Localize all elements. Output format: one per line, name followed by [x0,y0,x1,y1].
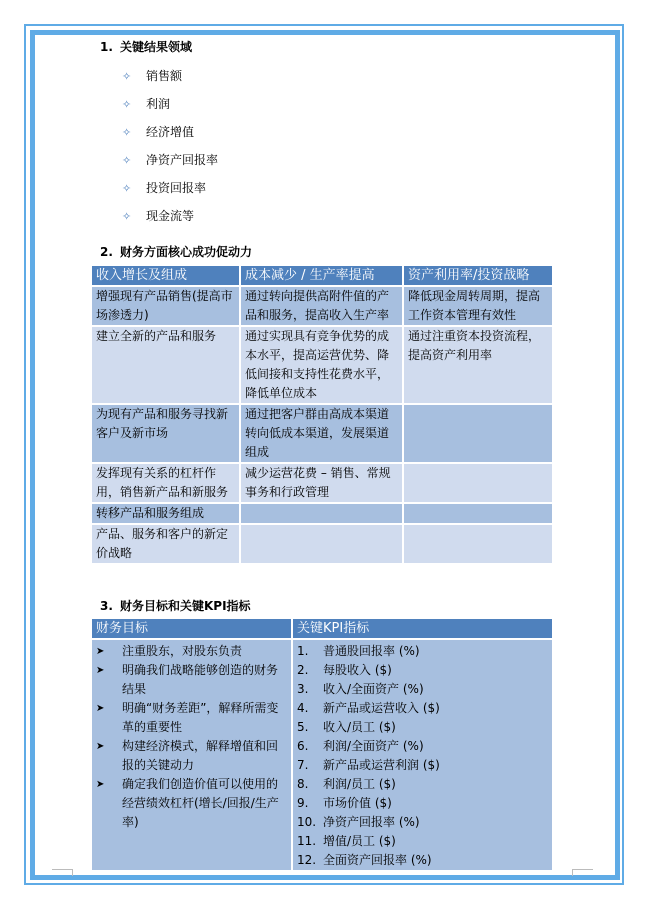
kpi-number: 9. [297,796,309,810]
diamond-bullet-icon: ✧ [122,126,132,139]
list-item-label: 现金流等 [146,209,195,223]
table-cell: 通过转向提供高附件值的产品和服务，提高收入生产率 [241,287,402,325]
goal-item [96,661,287,699]
goal-item [96,775,287,832]
header-cell: 关键KPI指标 [293,619,552,638]
kpi-text: 新产品或运营收入 ($) [323,701,440,715]
arrow-bullet-icon: ➤ [96,741,105,752]
table-cell: 发挥现有关系的杠杆作用，销售新产品和新服务 [92,464,239,502]
kpi-number: 8. [297,777,309,791]
kpi-text: 收入/员工 ($) [323,720,396,734]
table-cell: 产品、服务和客户的新定价战略 [92,525,239,563]
table-row [92,327,552,403]
table-row [92,287,552,325]
list-item-label: 经济增值 [146,125,195,139]
kpi-item [297,680,548,699]
table-row [92,640,552,870]
table-cell [404,504,552,523]
list-item-label: 投资回报率 [146,181,207,195]
goal-text: 构建经济模式，解释增值和回报的关键动力 [122,739,279,772]
table-header [92,619,552,638]
kpi-table [90,617,554,872]
section1-heading: 1. 关键结果领域 [100,40,193,54]
goal-item [96,699,287,737]
list-item [122,151,218,168]
table-cell: 为现有产品和服务寻找新客户及新市场 [92,405,239,462]
goal-text: 注重股东，对股东负责 [122,644,243,658]
kpi-item [297,794,548,813]
list-item [122,67,182,84]
kpi-item [297,813,548,832]
kpi-item [297,832,548,851]
kpi-item [297,661,548,680]
kpi-text: 利润/员工 ($) [323,777,396,791]
section2-heading: 2. 财务方面核心成功促动力 [100,245,253,259]
kpi-number: 1. [297,644,309,658]
table-cell [241,525,402,563]
table-cell: 通过实现具有竞争优势的成本水平，提高运营优势、降低间接和支持性花费水平，降低单位成本 [241,327,402,403]
list-item-label: 净资产回报率 [146,153,219,167]
kpi-number: 3. [297,682,309,696]
kpi-number: 12. [297,853,317,867]
kpi-text: 每股收入 ($) [323,663,392,677]
kpi-item [297,642,548,661]
list-item-label: 销售额 [146,69,183,83]
kpi-number: 11. [297,834,317,848]
kpi-number: 5. [297,720,309,734]
table-cell: 减少运营花费 – 销售、常规事务和行政管理 [241,464,402,502]
table-row [92,525,552,563]
list-item [122,123,194,140]
kpi-item [297,851,548,870]
table-row [92,504,552,523]
kpi-text: 增值/员工 ($) [323,834,396,848]
goals-cell [92,640,291,870]
kpi-item [297,699,548,718]
table-header [92,266,552,285]
diamond-bullet-icon: ✧ [122,98,132,111]
goal-item [96,737,287,775]
table-row [92,405,552,462]
table-cell [241,504,402,523]
diamond-bullet-icon: ✧ [122,182,132,195]
goal-text: 明确我们战略能够创造的财务结果 [122,663,279,696]
diamond-bullet-icon: ✧ [122,154,132,167]
kpi-number: 6. [297,739,309,753]
kpi-item [297,775,548,794]
goal-item [96,642,287,661]
kpi-text: 全面资产回报率 (%) [323,853,432,867]
kpi-item [297,737,548,756]
table-cell: 通过把客户群由高成本渠道转向低成本渠道，发展渠道组成 [241,405,402,462]
arrow-bullet-icon: ➤ [96,779,105,790]
goal-text: 确定我们创造价值可以使用的经营绩效杠杆(增长/回报/生产率) [122,777,279,829]
list-item [122,179,206,196]
kpi-text: 净资产回报率 (%) [323,815,420,829]
table-cell [404,405,552,462]
kpi-text: 利润/全面资产 (%) [323,739,424,753]
drivers-table [90,264,554,565]
table-cell [404,464,552,502]
arrow-bullet-icon: ➤ [96,665,105,676]
table-cell: 通过注重资本投资流程，提高资产利用率 [404,327,552,403]
diamond-bullet-icon: ✧ [122,70,132,83]
diamond-bullet-icon: ✧ [122,210,132,223]
kpi-item [297,718,548,737]
list-item [122,207,194,224]
crop-mark [572,869,593,876]
list-item [122,95,170,112]
kpi-number: 2. [297,663,309,677]
arrow-bullet-icon: ➤ [96,703,105,714]
kpi-text: 普通股回报率 (%) [323,644,420,658]
kpi-text: 新产品或运营利润 ($) [323,758,440,772]
table-cell: 建立全新的产品和服务 [92,327,239,403]
table-cell: 转移产品和服务组成 [92,504,239,523]
header-cell: 成本减少 / 生产率提高 [241,266,402,285]
kpi-number: 7. [297,758,309,772]
kpi-text: 市场价值 ($) [323,796,392,810]
header-cell: 财务目标 [92,619,291,638]
kpi-text: 收入/全面资产 (%) [323,682,424,696]
kpi-number: 10. [297,815,317,829]
arrow-bullet-icon: ➤ [96,646,105,657]
crop-mark [52,869,73,876]
table-cell [404,525,552,563]
kpis-cell [293,640,552,870]
header-cell: 资产利用率/投资战略 [404,266,552,285]
goal-text: 明确“财务差距”，解释所需变革的重要性 [122,701,279,734]
table-cell: 降低现金周转周期，提高工作资本管理有效性 [404,287,552,325]
section3-heading: 3. 财务目标和关键KPI指标 [100,599,251,613]
header-cell: 收入增长及组成 [92,266,239,285]
list-item-label: 利润 [146,97,171,111]
table-row [92,464,552,502]
kpi-number: 4. [297,701,309,715]
table-cell: 增强现有产品销售(提高市场渗透力) [92,287,239,325]
kpi-item [297,756,548,775]
